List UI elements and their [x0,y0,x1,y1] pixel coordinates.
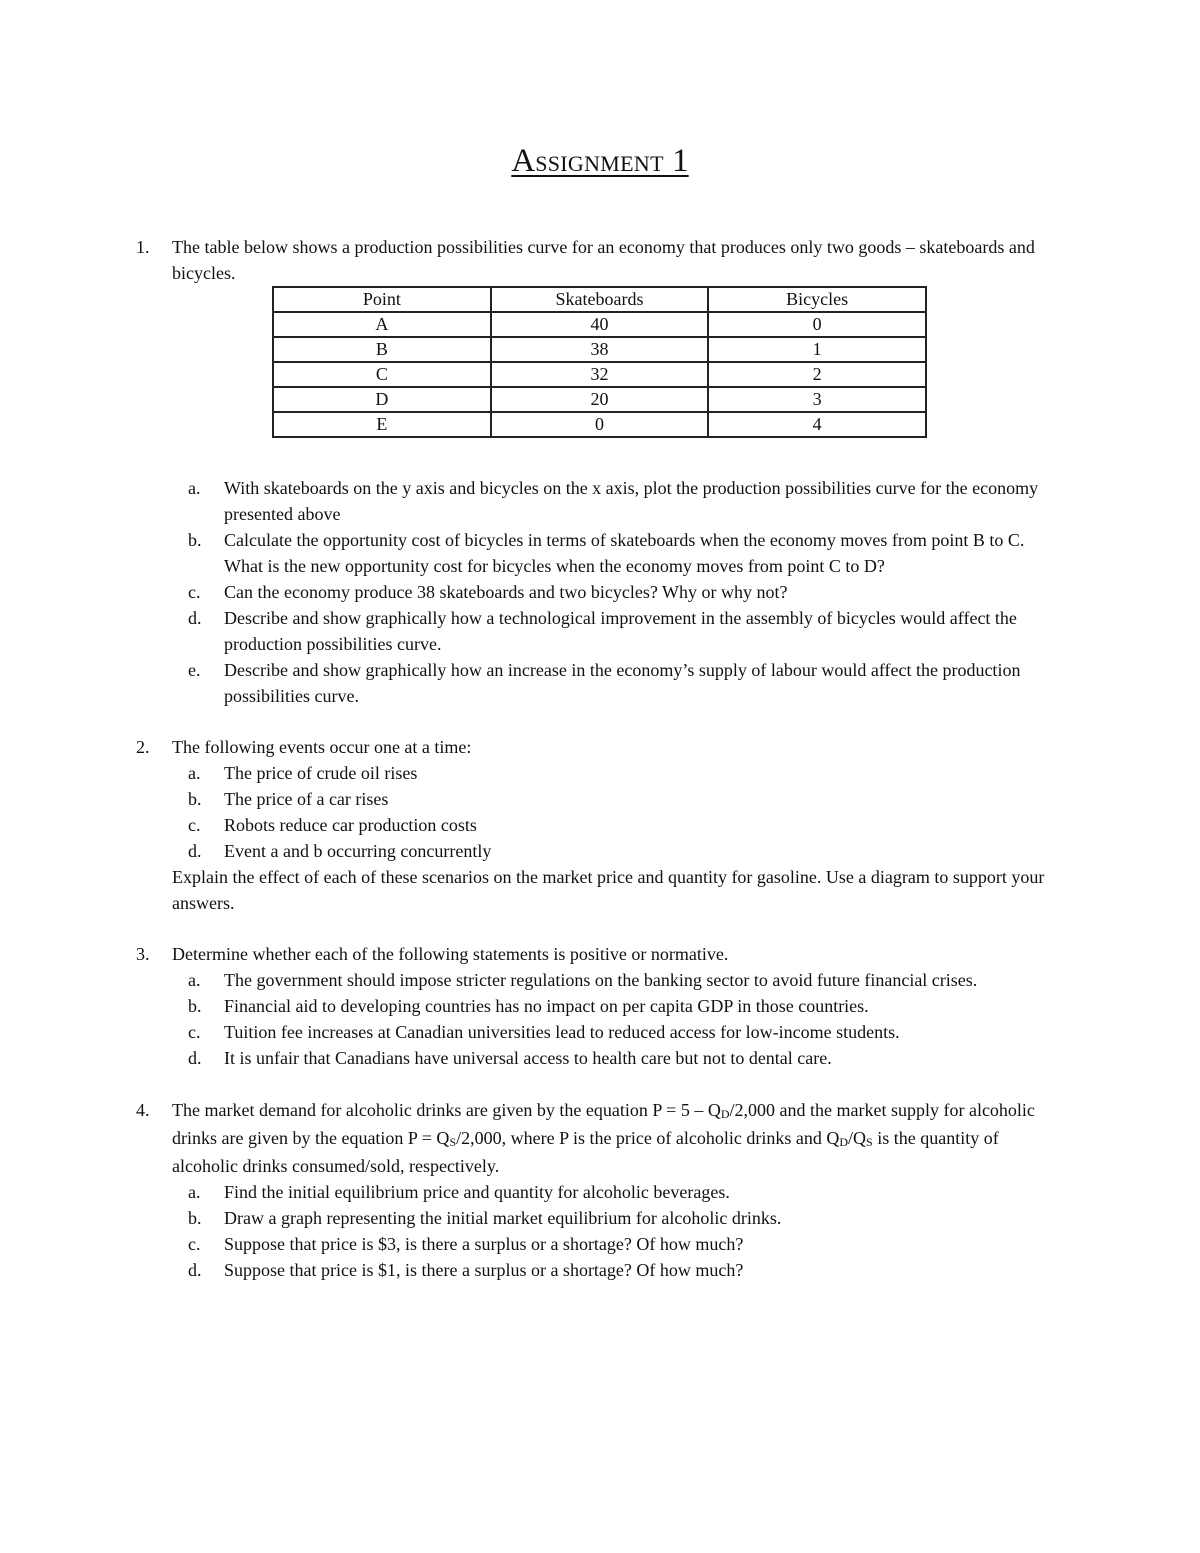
table-cell: C [273,362,491,387]
table-cell: 40 [491,312,709,337]
table-cell: 0 [708,312,926,337]
table-cell: B [273,337,491,362]
list-item: a. With skateboards on the y axis and bicycles on the x axis, plot the production possibilities curve for the economy presented above [188,478,1039,524]
table-row [273,412,926,437]
table-row [273,362,926,387]
list-item: d. It is unfair that Canadians have universal access to health care but not to dental care. [188,1048,832,1068]
table-cell: 0 [491,412,709,437]
table-cell: 4 [708,412,926,437]
table-row [273,387,926,412]
table-cell: 3 [708,387,926,412]
question-1 [136,234,1066,286]
table-header-row [273,287,926,312]
table-header-cell: Skateboards [491,287,709,312]
table-header-cell: Bicycles [708,287,926,312]
ppc-table [272,286,927,438]
question-3-text: 3. Determine whether each of the following statements is positive or normative. [136,944,729,964]
table-cell: E [273,412,491,437]
list-item: a. The government should impose stricter regulations on the banking sector to avoid future financial crises. [188,970,978,990]
table-row [273,312,926,337]
table-cell: 1 [708,337,926,362]
table-cell: 2 [708,362,926,387]
question-2-closing: Explain the effect of each of these scenarios on the market price and quantity for gasoline. Use a diagram to support your answers. [172,867,1045,913]
table-header-cell: Point [273,287,491,312]
list-item: a. The price of crude oil rises [188,763,418,783]
list-item: c. Tuition fee increases at Canadian universities lead to reduced access for low-income students. [188,1022,900,1042]
table-cell: 32 [491,362,709,387]
list-item: b. Calculate the opportunity cost of bicycles in terms of skateboards when the economy moves from point B to C. What is the new opportunity cost for bicycles when the economy moves from point C to D? [188,530,1025,576]
question-2-text: 2. The following events occur one at a time: [136,737,472,757]
list-item: c. Robots reduce car production costs [188,815,477,835]
question-2 [136,734,1066,916]
question-4-text: 4. The market demand for alcoholic drinks are given by the equation $P = 5 - Q_D/2,000$ and the market supply for alcoholic drinks are given by the equation $P = Q_S/2,000$, where P is the price of alcoholic drinks and $Q_D/Q_S$ is the quantity of alcoholic drinks consumed/sold, respectively. [136,1100,1035,1176]
table-cell: 20 [491,387,709,412]
list-item: b. Draw a graph representing the initial market equilibrium for alcoholic drinks. [188,1208,782,1228]
list-item: c. Suppose that price is $3, is there a surplus or a shortage? Of how much? [188,1234,744,1254]
question-1-text: 1. The table below shows a production possibilities curve for an economy that produces only two goods – skateboards and bicycles. [136,237,1035,283]
list-item: e. Describe and show graphically how an increase in the economy’s supply of labour would affect the production possibilities curve. [188,660,1021,706]
table-row [273,337,926,362]
list-item: c. Can the economy produce 38 skateboards and two bicycles? Why or why not? [188,582,788,602]
table-cell: D [273,387,491,412]
list-item: d. Suppose that price is $1, is there a surplus or a shortage? Of how much? [188,1260,744,1280]
list-item: b. Financial aid to developing countries has no impact on per capita GDP in those countries. [188,996,869,1016]
list-item: d. Describe and show graphically how a technological improvement in the assembly of bicycles would affect the production possibilities curve. [188,608,1017,654]
question-3 [136,941,1066,1071]
list-item: b. The price of a car rises [188,789,389,809]
list-item: d. Event a and b occurring concurrently [188,841,492,861]
assignment-title: ASSIGNMENT 1 [511,143,689,179]
table-cell: 38 [491,337,709,362]
question-1-parts [136,475,1066,709]
list-item: a. Find the initial equilibrium price and quantity for alcoholic beverages. [188,1182,730,1202]
question-4 [136,1097,1066,1283]
table-cell: A [273,312,491,337]
